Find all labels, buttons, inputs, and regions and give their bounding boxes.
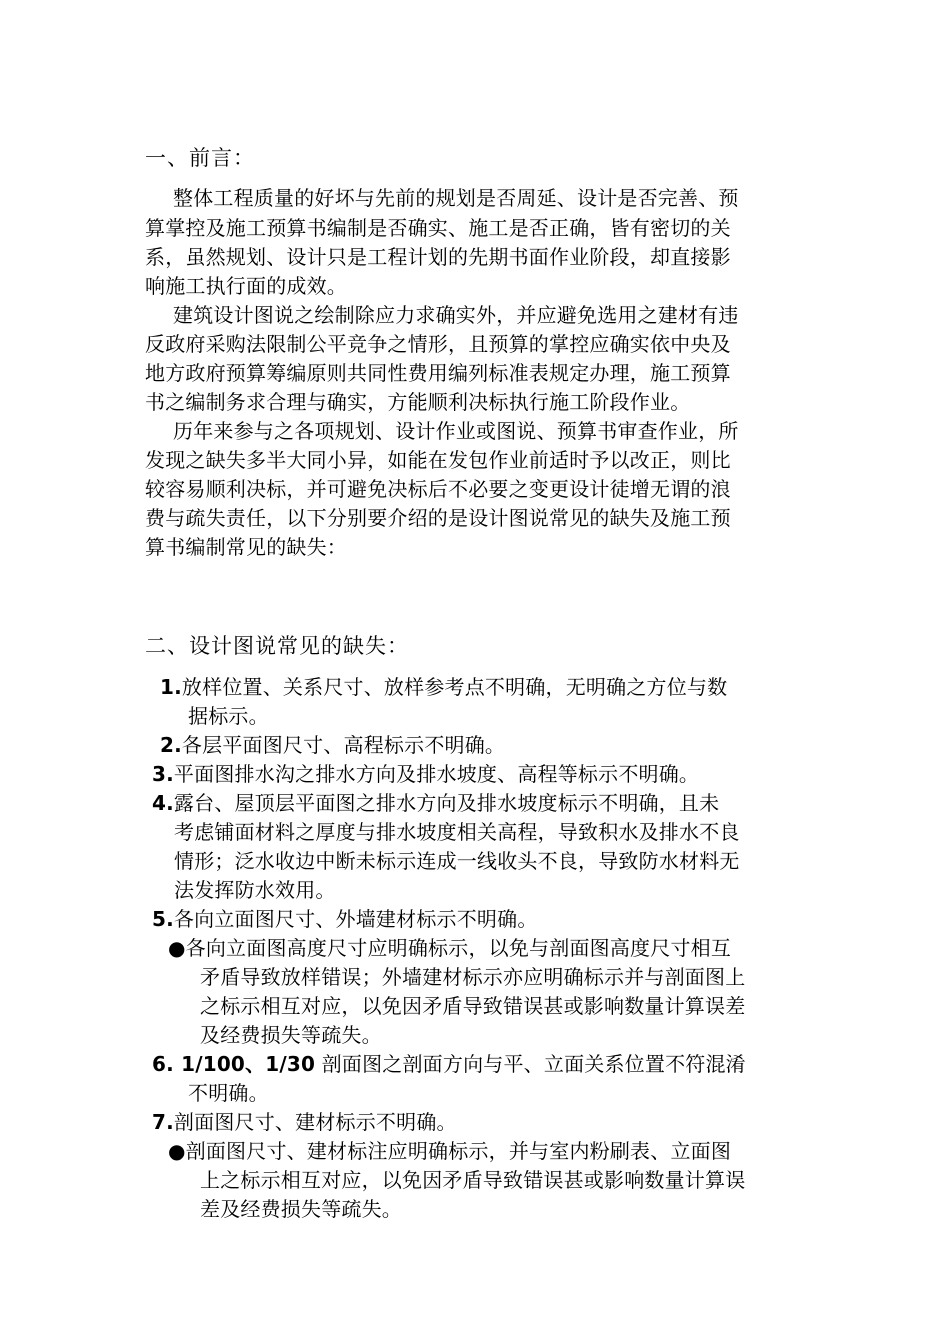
paragraph-line: 算书编制常见的缺失： bbox=[145, 535, 347, 559]
paragraph-line: 算掌控及施工预算书编制是否确实、施工是否正确，皆有密切的关 bbox=[145, 216, 731, 240]
paragraph-line: 较容易顺利决标，并可避免决标后不必要之变更设计徒增无谓的浪 bbox=[145, 477, 731, 501]
item-continuation: 矛盾导致放样错误；外墙建材标示亦应明确标示并与剖面图上 bbox=[200, 965, 746, 989]
item-text: 各向立面图尺寸、外墙建材标示不明确。 bbox=[173, 907, 538, 931]
paragraph-line: 响施工执行面的成效。 bbox=[145, 274, 347, 298]
bullet-icon: ● bbox=[168, 1139, 186, 1163]
list-item bbox=[152, 905, 538, 933]
list-item bbox=[160, 731, 505, 759]
bullet-icon: ● bbox=[168, 936, 186, 960]
paragraph-line: 反政府采购法限制公平竞争之情形，且预算的掌控应确实依中央及 bbox=[145, 332, 731, 356]
item-text: 剖面图尺寸、建材标注应明确标示，并与室内粉刷表、立面图 bbox=[185, 1139, 732, 1163]
item-continuation: 上之标示相互对应，以免因矛盾导致错误甚或影响数量计算误 bbox=[200, 1168, 746, 1192]
paragraph-line: 建筑设计图说之绘制除应力求确实外，并应避免选用之建材有违 bbox=[173, 303, 739, 327]
item-text: 放样位置、关系尺寸、放样参考点不明确，无明确之方位与数 bbox=[181, 675, 728, 699]
paragraph-line: 系，虽然规划、设计只是工程计划的先期书面作业阶段，却直接影 bbox=[145, 245, 731, 269]
item-continuation: 情形；泛水收边中断未标示连成一线收头不良，导致防水材料无 bbox=[174, 849, 740, 873]
section-heading-defects: 二、设计图说常见的缺失： bbox=[145, 634, 409, 658]
item-continuation: 不明确。 bbox=[188, 1081, 269, 1105]
paragraph-line: 历年来参与之各项规划、设计作业或图说、预算书审查作业，所 bbox=[173, 419, 739, 443]
item-number: 6. 1/100、1/30 bbox=[152, 1052, 316, 1076]
list-item bbox=[152, 1108, 457, 1136]
list-item bbox=[168, 1137, 731, 1165]
paragraph-line: 书之编制务求合理与确实，方能顺利决标执行施工阶段作业。 bbox=[145, 390, 691, 414]
item-continuation: 考虑铺面材料之厚度与排水坡度相关高程，导致积水及排水不良 bbox=[174, 820, 740, 844]
item-continuation: 法发挥防水效用。 bbox=[174, 878, 336, 902]
item-number: 7. bbox=[152, 1110, 174, 1134]
item-text: 露台、屋顶层平面图之排水方向及排水坡度标示不明确，且未 bbox=[173, 791, 720, 815]
list-item bbox=[152, 1050, 746, 1078]
item-continuation: 及经费损失等疏失。 bbox=[200, 1023, 382, 1047]
item-number: 1. bbox=[160, 675, 182, 699]
item-number: 3. bbox=[152, 762, 174, 786]
item-text: 平面图排水沟之排水方向及排水坡度、高程等标示不明确。 bbox=[173, 762, 700, 786]
item-text: 各层平面图尺寸、高程标示不明确。 bbox=[181, 733, 506, 757]
item-continuation: 据标示。 bbox=[188, 704, 269, 728]
paragraph-line: 费与疏失责任，以下分别要介绍的是设计图说常见的缺失及施工预 bbox=[145, 506, 731, 530]
list-item bbox=[168, 934, 731, 962]
paragraph-line: 地方政府预算筹编原则共同性费用编列标准表规定办理，施工预算 bbox=[145, 361, 731, 385]
item-number: 2. bbox=[160, 733, 182, 757]
item-continuation: 之标示相互对应，以免因矛盾导致错误甚或影响数量计算误差 bbox=[200, 994, 746, 1018]
section-heading-preface: 一、前言： bbox=[145, 146, 255, 170]
list-item bbox=[160, 673, 727, 701]
item-text: 剖面图之剖面方向与平、立面关系位置不符混淆 bbox=[315, 1052, 746, 1076]
item-continuation: 差及经费损失等疏失。 bbox=[200, 1197, 402, 1221]
item-text: 各向立面图高度尺寸应明确标示，以免与剖面图高度尺寸相互 bbox=[185, 936, 732, 960]
paragraph-line: 整体工程质量的好坏与先前的规划是否周延、设计是否完善、预 bbox=[173, 186, 739, 210]
item-number: 5. bbox=[152, 907, 174, 931]
item-text: 剖面图尺寸、建材标示不明确。 bbox=[173, 1110, 457, 1134]
item-number: 4. bbox=[152, 791, 174, 815]
list-item bbox=[152, 760, 699, 788]
paragraph-line: 发现之缺失多半大同小异，如能在发包作业前适时予以改正，则比 bbox=[145, 448, 731, 472]
list-item bbox=[152, 789, 719, 817]
